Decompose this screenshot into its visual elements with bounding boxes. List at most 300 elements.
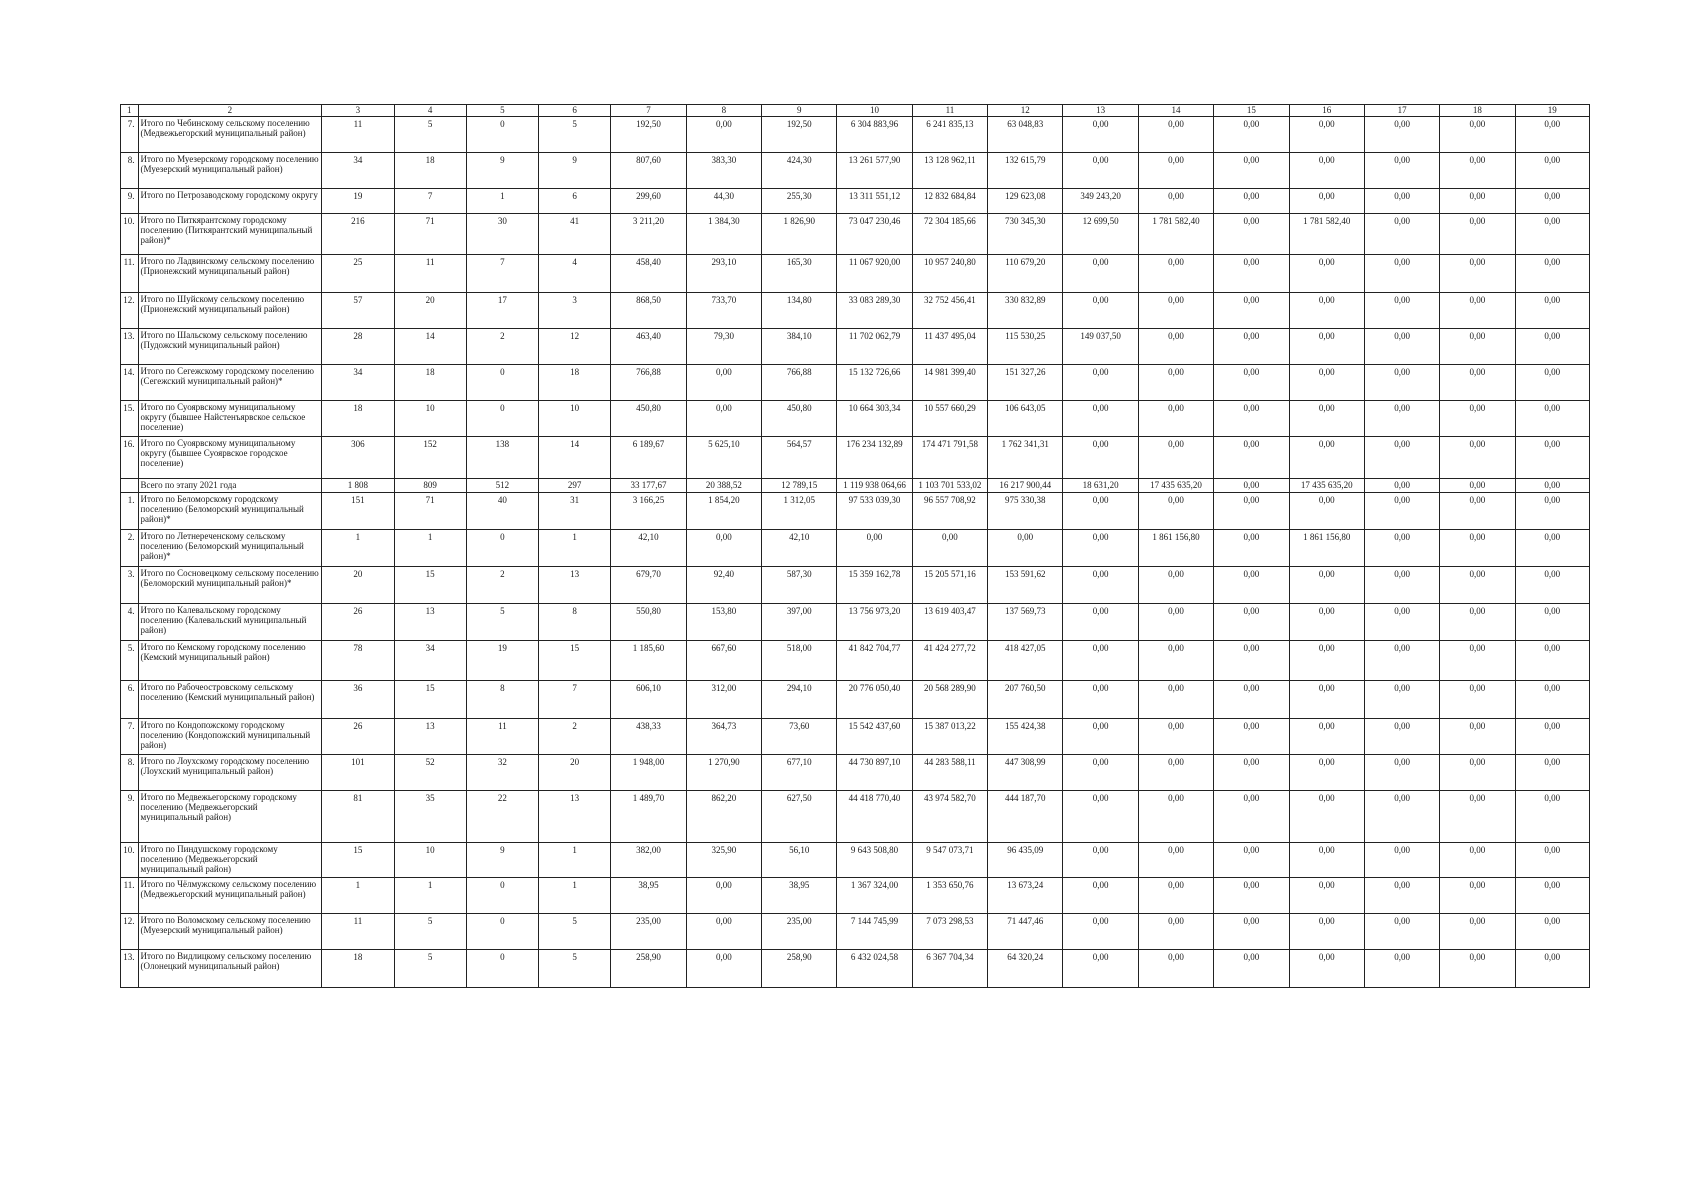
table-cell: 1 948,00 [611, 755, 686, 791]
table-cell: 71 [394, 493, 466, 530]
row-number: 1. [121, 493, 139, 530]
table-cell: 325,90 [686, 843, 761, 878]
table-cell: 450,80 [611, 401, 686, 437]
table-cell: 0,00 [1364, 878, 1439, 914]
table-cell: 868,50 [611, 293, 686, 329]
table-cell: 15 [394, 567, 466, 604]
row-name: Итого по Медвежьегорскому городскому поселению (Медвежьегорский муниципальный район) [138, 791, 322, 843]
table-cell: 0,00 [1138, 153, 1213, 189]
table-cell: 1 808 [322, 479, 394, 493]
table-cell: 0,00 [1138, 604, 1213, 641]
table-cell: 0,00 [1440, 755, 1515, 791]
table-cell: 0,00 [1289, 365, 1364, 401]
table-cell: 0,00 [1063, 950, 1138, 988]
table-cell: 0,00 [1515, 365, 1589, 401]
table-cell: 975 330,38 [988, 493, 1063, 530]
table-cell: 0,00 [1440, 479, 1515, 493]
table-cell: 96 557 708,92 [912, 493, 987, 530]
table-row [121, 604, 1590, 641]
table-cell: 6 241 835,13 [912, 117, 987, 153]
table-cell: 4 [539, 255, 611, 293]
table-cell: 0,00 [1515, 567, 1589, 604]
table-cell: 0,00 [1138, 681, 1213, 719]
table-cell: 44 730 897,10 [837, 755, 912, 791]
table-cell: 3 [539, 293, 611, 329]
table-cell: 174 471 791,58 [912, 437, 987, 479]
table-cell: 0,00 [1138, 255, 1213, 293]
table-cell: 0,00 [1440, 641, 1515, 681]
table-cell: 5 [466, 604, 538, 641]
table-cell: 44 283 588,11 [912, 755, 987, 791]
table-cell: 20 388,52 [686, 479, 761, 493]
table-cell: 5 [394, 117, 466, 153]
table-cell: 0,00 [1289, 878, 1364, 914]
table-cell: 0,00 [1063, 567, 1138, 604]
table-cell: 606,10 [611, 681, 686, 719]
table-cell: 1 [539, 530, 611, 567]
column-number: 14 [1138, 105, 1213, 117]
table-cell: 15 [322, 843, 394, 878]
table-cell: 0,00 [1515, 479, 1589, 493]
row-name: Итого по Муезерскому городскому поселению (Муезерский муниципальный район) [138, 153, 322, 189]
table-cell: 0,00 [1515, 604, 1589, 641]
table-row [121, 293, 1590, 329]
table-cell: 0,00 [1138, 843, 1213, 878]
table-cell: 0,00 [1289, 189, 1364, 214]
table-cell: 129 623,08 [988, 189, 1063, 214]
table-cell: 330 832,89 [988, 293, 1063, 329]
table-cell: 294,10 [762, 681, 837, 719]
table-cell: 312,00 [686, 681, 761, 719]
row-number: 7. [121, 719, 139, 755]
table-cell: 73,60 [762, 719, 837, 755]
table-cell: 0,00 [1138, 791, 1213, 843]
table-cell: 0,00 [1364, 329, 1439, 365]
table-row [121, 214, 1590, 255]
table-cell: 20 [394, 293, 466, 329]
table-cell: 0,00 [1515, 153, 1589, 189]
column-number: 13 [1063, 105, 1138, 117]
table-cell: 0,00 [1138, 117, 1213, 153]
column-number: 15 [1214, 105, 1289, 117]
table-row [121, 189, 1590, 214]
table-cell: 0,00 [1289, 719, 1364, 755]
table-cell: 11 [394, 255, 466, 293]
table-cell: 151 327,26 [988, 365, 1063, 401]
table-cell: 0,00 [1063, 719, 1138, 755]
table-cell: 0,00 [1364, 437, 1439, 479]
table-cell: 9 547 073,71 [912, 843, 987, 878]
table-cell: 0,00 [1214, 878, 1289, 914]
table-cell: 384,10 [762, 329, 837, 365]
table-cell: 41 [539, 214, 611, 255]
table-cell: 0,00 [1515, 293, 1589, 329]
column-number: 6 [539, 105, 611, 117]
table-cell: 0,00 [1138, 567, 1213, 604]
table-cell: 0,00 [1214, 950, 1289, 988]
table-cell: 0,00 [1440, 791, 1515, 843]
table-cell: 42,10 [611, 530, 686, 567]
table-cell: 20 [322, 567, 394, 604]
table-cell: 1 [394, 878, 466, 914]
table-row [121, 641, 1590, 681]
table-cell: 0,00 [1063, 681, 1138, 719]
table-cell: 13 261 577,90 [837, 153, 912, 189]
table-cell: 176 234 132,89 [837, 437, 912, 479]
table-cell: 0,00 [1214, 255, 1289, 293]
table-cell: 1 [394, 530, 466, 567]
table-cell: 0,00 [686, 117, 761, 153]
table-row [121, 365, 1590, 401]
table-cell: 20 568 289,90 [912, 681, 987, 719]
table-cell: 0,00 [1214, 117, 1289, 153]
row-number: 7. [121, 117, 139, 153]
table-cell: 155 424,38 [988, 719, 1063, 755]
table-cell: 0,00 [1440, 878, 1515, 914]
table-cell: 1 [322, 878, 394, 914]
table-row [121, 255, 1590, 293]
table-cell: 11 [322, 117, 394, 153]
row-number: 2. [121, 530, 139, 567]
table-cell: 0,00 [1364, 755, 1439, 791]
table-cell: 297 [539, 479, 611, 493]
table-cell: 0 [466, 365, 538, 401]
table-cell: 667,60 [686, 641, 761, 681]
table-cell: 0,00 [1063, 255, 1138, 293]
table-cell: 1 384,30 [686, 214, 761, 255]
table-cell: 6 304 883,96 [837, 117, 912, 153]
table-cell: 13 [394, 604, 466, 641]
column-number: 9 [762, 105, 837, 117]
table-cell: 418 427,05 [988, 641, 1063, 681]
table-cell: 0,00 [1138, 293, 1213, 329]
table-cell: 0,00 [1063, 530, 1138, 567]
table-cell: 0,00 [1214, 493, 1289, 530]
table-row [121, 530, 1590, 567]
table-cell: 730 345,30 [988, 214, 1063, 255]
row-name: Итого по Чебинскому сельскому поселению (Медвежьегорский муниципальный район) [138, 117, 322, 153]
table-cell: 11 067 920,00 [837, 255, 912, 293]
table-cell: 0,00 [1515, 530, 1589, 567]
table-cell: 7 073 298,53 [912, 914, 987, 950]
table-cell: 0,00 [1515, 843, 1589, 878]
table-cell: 1 367 324,00 [837, 878, 912, 914]
table-cell: 550,80 [611, 604, 686, 641]
table-cell: 14 [539, 437, 611, 479]
table-cell: 0,00 [1289, 153, 1364, 189]
table-cell: 0 [466, 914, 538, 950]
table-cell: 0,00 [1364, 479, 1439, 493]
table-cell: 92,40 [686, 567, 761, 604]
table-cell: 1 781 582,40 [1289, 214, 1364, 255]
table-cell: 235,00 [762, 914, 837, 950]
table-cell: 20 [539, 755, 611, 791]
table-cell: 0,00 [686, 530, 761, 567]
table-cell: 0,00 [1138, 950, 1213, 988]
table-cell: 766,88 [611, 365, 686, 401]
table-cell: 0,00 [1063, 914, 1138, 950]
table-cell: 44,30 [686, 189, 761, 214]
table-cell: 0,00 [1364, 914, 1439, 950]
table-cell: 0,00 [1515, 117, 1589, 153]
table-cell: 0,00 [1063, 153, 1138, 189]
table-cell: 15 205 571,16 [912, 567, 987, 604]
table-cell: 73 047 230,46 [837, 214, 912, 255]
table-cell: 0,00 [1515, 401, 1589, 437]
table-cell: 0,00 [1063, 117, 1138, 153]
table-cell: 0,00 [1364, 681, 1439, 719]
table-cell: 0,00 [1440, 604, 1515, 641]
table-cell: 0,00 [1063, 293, 1138, 329]
table-cell: 56,10 [762, 843, 837, 878]
table-cell: 17 [466, 293, 538, 329]
table-cell: 0,00 [1440, 293, 1515, 329]
table-cell: 0,00 [1063, 604, 1138, 641]
row-name: Итого по Воломскому сельскому поселению (Муезерский муниципальный район) [138, 914, 322, 950]
row-name: Итого по Лоухскому городскому поселению (Лоухский муниципальный район) [138, 755, 322, 791]
row-number: 13. [121, 950, 139, 988]
table-cell: 1 489,70 [611, 791, 686, 843]
column-number: 11 [912, 105, 987, 117]
column-number: 4 [394, 105, 466, 117]
table-cell: 15 [394, 681, 466, 719]
table-cell: 57 [322, 293, 394, 329]
table-cell: 397,00 [762, 604, 837, 641]
table-cell: 0,00 [1138, 914, 1213, 950]
column-number: 3 [322, 105, 394, 117]
table-cell: 0,00 [1214, 214, 1289, 255]
row-name: Итого по Шуйскому сельскому поселению (Прионежский муниципальный район) [138, 293, 322, 329]
table-cell: 9 643 508,80 [837, 843, 912, 878]
table-cell: 14 [394, 329, 466, 365]
row-name: Итого по Кондопожскому городскому поселению (Кондопожский муниципальный район) [138, 719, 322, 755]
table-cell: 6 432 024,58 [837, 950, 912, 988]
table-cell: 33 177,67 [611, 479, 686, 493]
column-number: 17 [1364, 105, 1439, 117]
table-cell: 0,00 [1289, 843, 1364, 878]
row-number: 5. [121, 641, 139, 681]
table-cell: 0,00 [1289, 681, 1364, 719]
table-cell: 0,00 [1515, 329, 1589, 365]
table-cell: 463,40 [611, 329, 686, 365]
table-cell: 235,00 [611, 914, 686, 950]
table-cell: 0,00 [1214, 293, 1289, 329]
table-cell: 0,00 [1515, 437, 1589, 479]
table-cell: 78 [322, 641, 394, 681]
table-cell: 0,00 [1214, 681, 1289, 719]
table-cell: 17 435 635,20 [1289, 479, 1364, 493]
table-cell: 0,00 [1138, 493, 1213, 530]
table-cell: 8 [539, 604, 611, 641]
column-number: 5 [466, 105, 538, 117]
table-cell: 137 569,73 [988, 604, 1063, 641]
table-row [121, 401, 1590, 437]
table-cell: 153 591,62 [988, 567, 1063, 604]
table-cell: 79,30 [686, 329, 761, 365]
table-cell: 13 [539, 567, 611, 604]
table-cell: 0,00 [686, 950, 761, 988]
table-cell: 0,00 [1364, 255, 1439, 293]
table-cell: 0,00 [1063, 401, 1138, 437]
table-cell: 5 [394, 950, 466, 988]
table-cell: 15 542 437,60 [837, 719, 912, 755]
table-cell: 0,00 [686, 401, 761, 437]
table-cell: 25 [322, 255, 394, 293]
table-cell: 0,00 [1214, 755, 1289, 791]
table-cell: 447 308,99 [988, 755, 1063, 791]
table-cell: 0 [466, 117, 538, 153]
row-name: Итого по Калевальскому городскому поселению (Калевальский муниципальный район) [138, 604, 322, 641]
table-cell: 0,00 [1214, 567, 1289, 604]
row-number: 16. [121, 437, 139, 479]
table-cell: 0,00 [1289, 293, 1364, 329]
table-cell: 40 [466, 493, 538, 530]
table-cell: 299,60 [611, 189, 686, 214]
table-cell: 424,30 [762, 153, 837, 189]
row-number: 11. [121, 878, 139, 914]
table-cell: 7 [466, 255, 538, 293]
table-cell: 0,00 [1440, 719, 1515, 755]
table-cell: 18 [322, 401, 394, 437]
table-cell: 11 [322, 914, 394, 950]
table-cell: 19 [322, 189, 394, 214]
table-cell: 1 [322, 530, 394, 567]
table-cell: 13 311 551,12 [837, 189, 912, 214]
row-name: Итого по Кемскому городскому поселению (Кемский муниципальный район) [138, 641, 322, 681]
table-cell: 807,60 [611, 153, 686, 189]
table-cell: 0,00 [1440, 214, 1515, 255]
row-name: Итого по Петрозаводскому городскому округу [138, 189, 322, 214]
table-cell: 0,00 [1364, 214, 1439, 255]
table-cell: 512 [466, 479, 538, 493]
table-cell: 0,00 [1440, 189, 1515, 214]
table-cell: 0,00 [1515, 878, 1589, 914]
table-cell: 0,00 [1214, 604, 1289, 641]
table-cell: 13 [539, 791, 611, 843]
row-name: Итого по Ладвинскому сельскому поселению (Прионежский муниципальный район) [138, 255, 322, 293]
document-sheet [120, 104, 1590, 988]
column-number: 18 [1440, 105, 1515, 117]
table-cell: 12 789,15 [762, 479, 837, 493]
table-cell: 71 447,46 [988, 914, 1063, 950]
table-cell: 306 [322, 437, 394, 479]
table-cell: 3 166,25 [611, 493, 686, 530]
column-number: 7 [611, 105, 686, 117]
total-row [121, 479, 1590, 493]
table-cell: 0,00 [1440, 567, 1515, 604]
table-row [121, 437, 1590, 479]
table-cell: 1 119 938 064,66 [837, 479, 912, 493]
row-name: Всего по этапу 2021 года [138, 479, 322, 493]
column-number-row [121, 105, 1590, 117]
table-cell: 5 [394, 914, 466, 950]
table-cell: 0,00 [1214, 479, 1289, 493]
table-cell: 10 [539, 401, 611, 437]
table-cell: 382,00 [611, 843, 686, 878]
table-cell: 0,00 [1289, 401, 1364, 437]
table-cell: 151 [322, 493, 394, 530]
table-cell: 26 [322, 719, 394, 755]
table-cell: 0,00 [1138, 719, 1213, 755]
table-cell: 0,00 [1440, 329, 1515, 365]
table-cell: 444 187,70 [988, 791, 1063, 843]
row-number: 10. [121, 214, 139, 255]
table-cell: 1 312,05 [762, 493, 837, 530]
table-cell: 5 [539, 914, 611, 950]
table-cell: 134,80 [762, 293, 837, 329]
table-cell: 2 [539, 719, 611, 755]
table-cell: 7 144 745,99 [837, 914, 912, 950]
table-cell: 138 [466, 437, 538, 479]
table-cell: 809 [394, 479, 466, 493]
table-row [121, 878, 1590, 914]
table-cell: 6 367 704,34 [912, 950, 987, 988]
table-cell: 0,00 [1364, 719, 1439, 755]
table-cell: 0 [466, 950, 538, 988]
row-number: 12. [121, 914, 139, 950]
table-cell: 0,00 [1440, 914, 1515, 950]
row-name: Итого по Сегежскому городскому поселению (Сегежский муниципальный район)* [138, 365, 322, 401]
table-row [121, 950, 1590, 988]
table-cell: 6 [539, 189, 611, 214]
table-row [121, 567, 1590, 604]
table-cell: 0,00 [1289, 914, 1364, 950]
data-table [120, 104, 1590, 988]
table-cell: 0,00 [1515, 255, 1589, 293]
row-number: 10. [121, 843, 139, 878]
table-cell: 587,30 [762, 567, 837, 604]
table-cell: 110 679,20 [988, 255, 1063, 293]
table-cell: 0,00 [1289, 950, 1364, 988]
table-cell: 152 [394, 437, 466, 479]
table-body [121, 105, 1590, 988]
table-cell: 13 128 962,11 [912, 153, 987, 189]
table-cell: 5 [539, 117, 611, 153]
table-cell: 6 189,67 [611, 437, 686, 479]
table-cell: 0,00 [1214, 153, 1289, 189]
table-cell: 0,00 [1214, 791, 1289, 843]
table-cell: 132 615,79 [988, 153, 1063, 189]
table-cell: 10 [394, 843, 466, 878]
table-cell: 72 304 185,66 [912, 214, 987, 255]
row-number: 11. [121, 255, 139, 293]
table-cell: 0,00 [1289, 329, 1364, 365]
table-cell: 18 [394, 153, 466, 189]
table-cell: 0,00 [1515, 641, 1589, 681]
table-cell: 1 185,60 [611, 641, 686, 681]
table-cell: 0,00 [1440, 843, 1515, 878]
table-cell: 20 776 050,40 [837, 681, 912, 719]
table-cell: 165,30 [762, 255, 837, 293]
row-number: 9. [121, 189, 139, 214]
table-cell: 0,00 [1364, 641, 1439, 681]
table-cell: 0,00 [1364, 843, 1439, 878]
table-cell: 207 760,50 [988, 681, 1063, 719]
table-cell: 31 [539, 493, 611, 530]
table-cell: 258,90 [762, 950, 837, 988]
table-cell: 1 [466, 189, 538, 214]
table-cell: 52 [394, 755, 466, 791]
table-cell: 0,00 [1138, 329, 1213, 365]
table-cell: 1 103 701 533,02 [912, 479, 987, 493]
table-cell: 15 387 013,22 [912, 719, 987, 755]
table-cell: 0,00 [1440, 437, 1515, 479]
table-cell: 97 533 039,30 [837, 493, 912, 530]
table-cell: 0,00 [1364, 567, 1439, 604]
table-cell: 0,00 [912, 530, 987, 567]
table-cell: 32 [466, 755, 538, 791]
table-cell: 627,50 [762, 791, 837, 843]
